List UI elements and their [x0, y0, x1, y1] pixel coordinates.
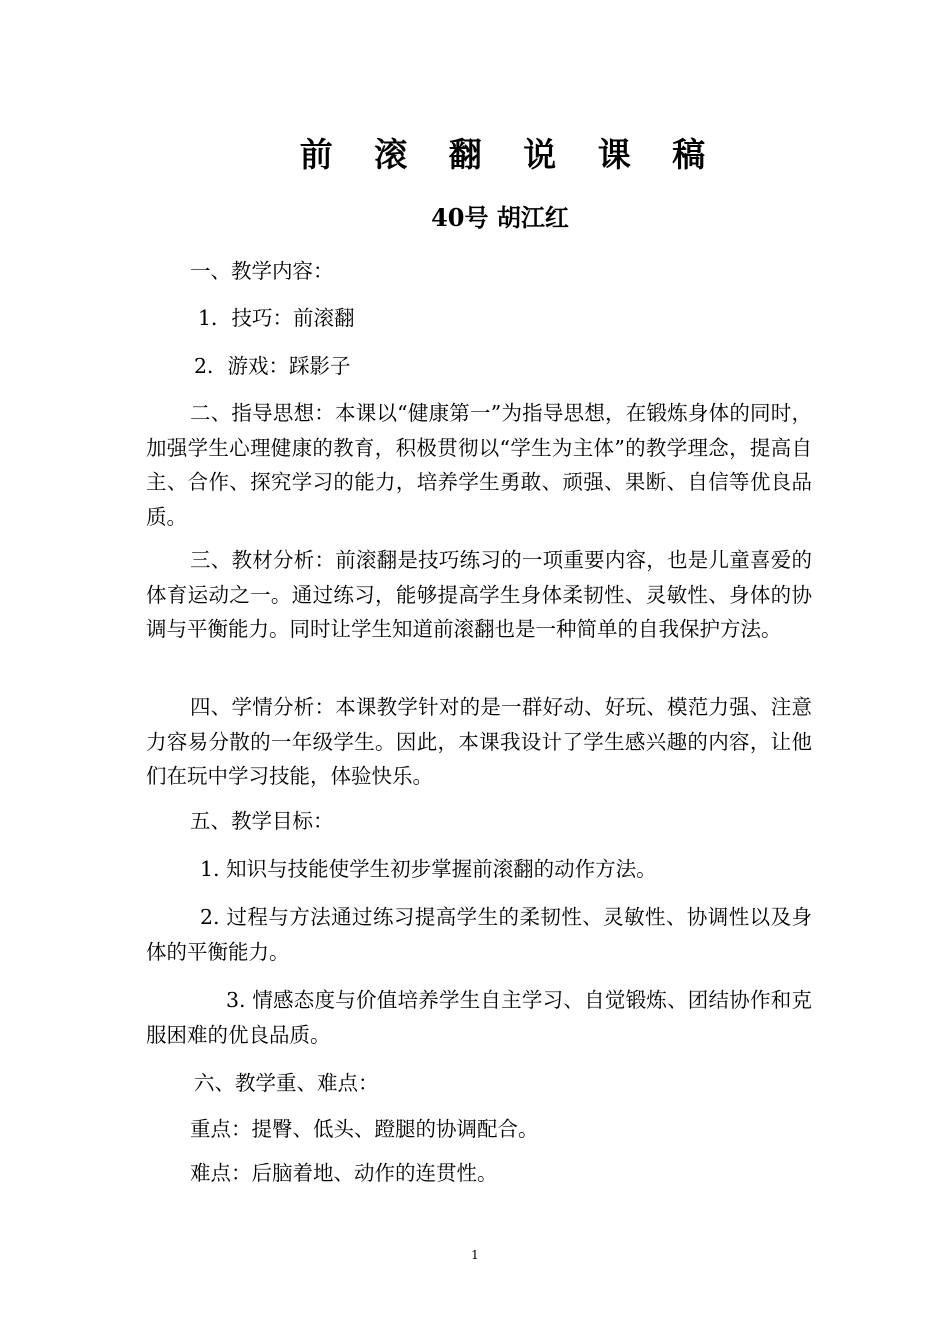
- section-heading-content: 一、教学内容：: [190, 259, 334, 283]
- author-line: 40号 胡江红: [431, 203, 569, 232]
- section-heading-keypoints: 六、教学重、难点：: [194, 1071, 379, 1095]
- content-item-skill: 1．技巧：前滚翻: [198, 306, 355, 330]
- difficult-point: 难点：后脑着地、动作的连贯性。: [190, 1161, 498, 1185]
- section-heading-goals: 五、教学目标：: [190, 809, 334, 833]
- page-number: 1: [471, 1248, 479, 1262]
- section-learner-analysis: 四、学情分析：本课教学针对的是一群好动、好玩、模范力强、注意力容易分散的一年级学生。因此，本课我设计了学生感兴趣的内容，让他们在玩中学习技能，体验快乐。: [146, 695, 812, 789]
- goal-process: 2. 过程与方法通过练习提高学生的柔韧性、灵敏性、协调性以及身体的平衡能力。: [146, 905, 812, 964]
- section-guiding-ideas: 二、指导思想：本课以“健康第一”为指导思想，在锻炼身体的同时，加强学生心理健康的教育，积极贯彻以“学生为主体”的教学理念，提高自主、合作、探究学习的能力，培养学生勇敢、顽强、果断、自信等优良品质。: [146, 401, 812, 529]
- key-point: 重点：提臀、低头、蹬腿的协调配合。: [190, 1117, 539, 1141]
- goal-knowledge: 1. 知识与技能使学生初步掌握前滚翻的动作方法。: [200, 857, 657, 881]
- goal-emotion: 3. 情感态度与价值培养学生自主学习、自觉锻炼、团结协作和克服困难的优良品质。: [146, 988, 812, 1047]
- document-title: 前 滚 翻 说 课 稿: [299, 135, 721, 174]
- section-material-analysis: 三、教材分析：前滚翻是技巧练习的一项重要内容，也是儿童喜爱的体育运动之一。通过练习，能够提高学生身体柔韧性、灵敏性、身体的协调与平衡能力。同时让学生知道前滚翻也是一种简单的自我保护方法。: [146, 548, 812, 642]
- content-item-game: 2．游戏：踩影子: [194, 354, 351, 378]
